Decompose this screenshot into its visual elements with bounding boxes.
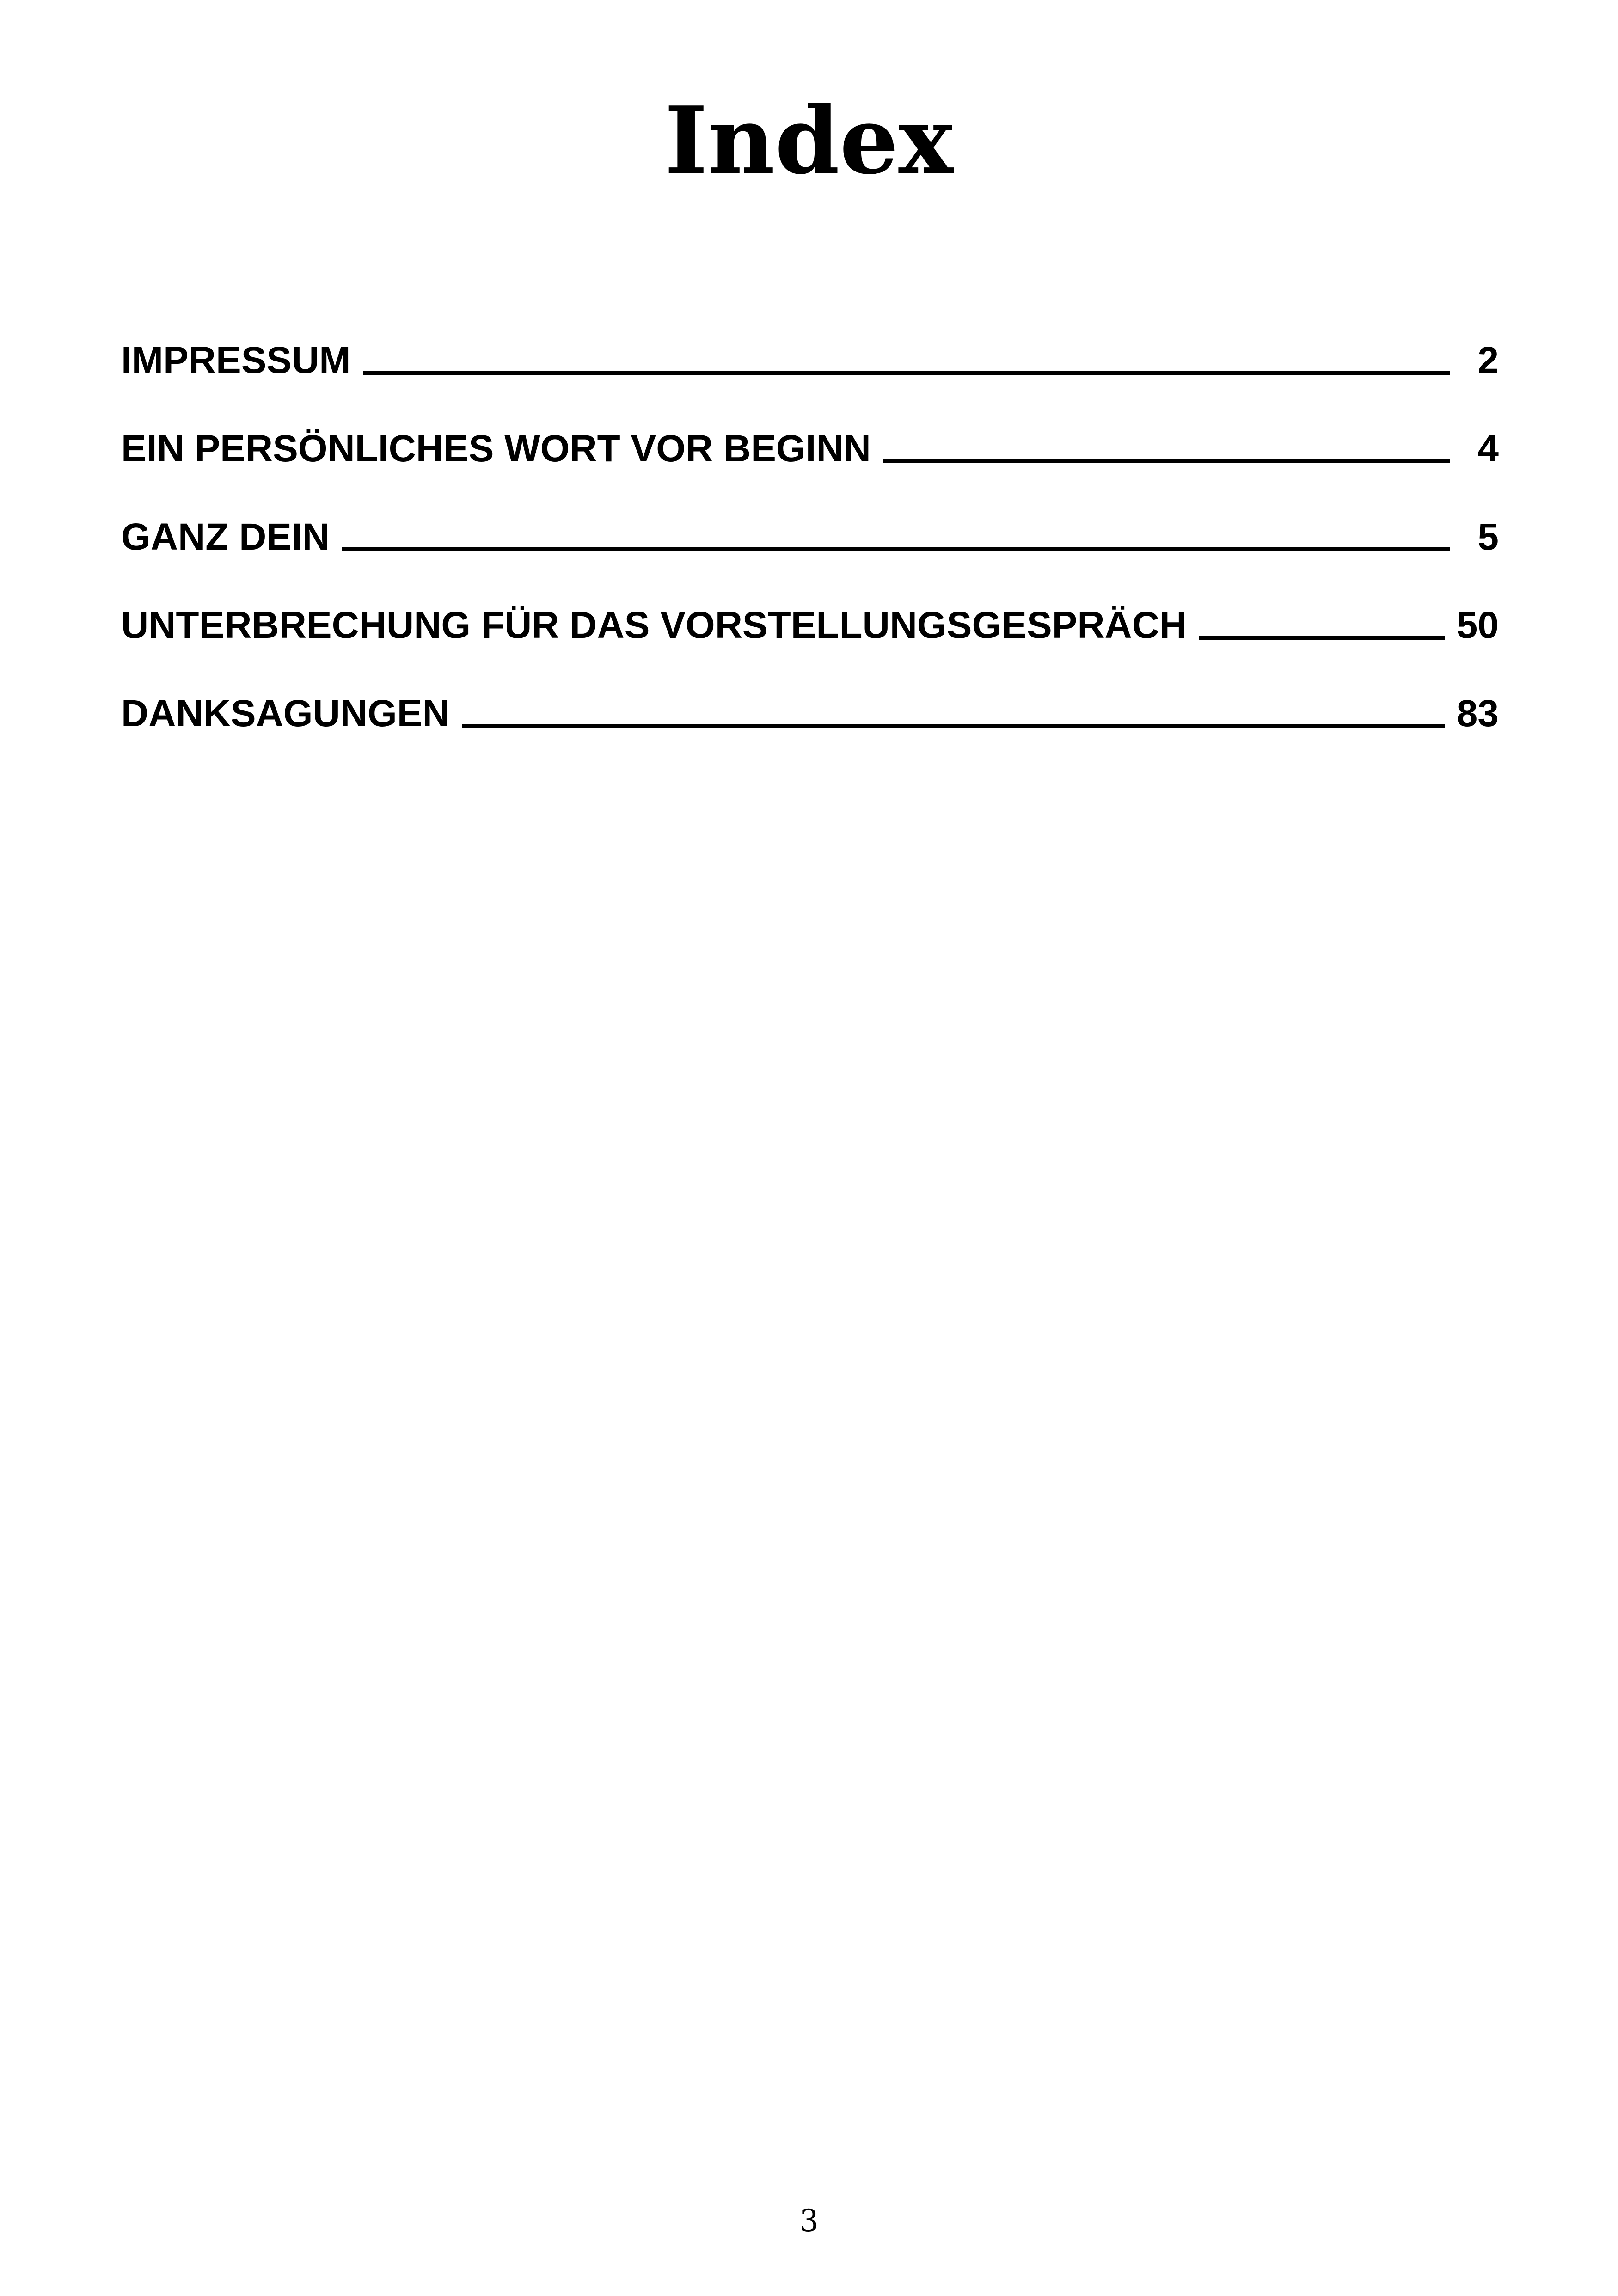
toc-entry-persoenliches-wort xyxy=(121,412,1499,500)
toc-entry-page: 4 xyxy=(1477,428,1499,470)
toc-leader-line xyxy=(462,724,1445,728)
toc-entry-page: 5 xyxy=(1477,516,1499,558)
toc-entry-page: 2 xyxy=(1477,339,1499,381)
table-of-contents xyxy=(121,324,1499,765)
toc-entry-label: UNTERBRECHUNG FÜR DAS VORSTELLUNGSGESPRÄCH xyxy=(121,604,1187,646)
toc-entry-impressum xyxy=(121,324,1499,412)
toc-leader-line xyxy=(1199,636,1445,640)
toc-entry-page: 50 xyxy=(1456,604,1499,646)
toc-entry-label: IMPRESSUM xyxy=(121,339,351,381)
toc-entry-danksagungen xyxy=(121,677,1499,765)
toc-entry-label: EIN PERSÖNLICHES WORT VOR BEGINN xyxy=(121,428,871,470)
toc-leader-line xyxy=(363,371,1450,375)
page-title: Index xyxy=(664,86,954,195)
page-number: 3 xyxy=(799,2203,819,2239)
toc-entry-unterbrechung xyxy=(121,588,1499,677)
toc-entry-page: 83 xyxy=(1456,692,1499,735)
toc-entry-label: DANKSAGUNGEN xyxy=(121,692,450,735)
toc-entry-ganz-dein xyxy=(121,500,1499,588)
toc-leader-line xyxy=(883,459,1450,463)
toc-entry-label: GANZ DEIN xyxy=(121,516,330,558)
toc-leader-line xyxy=(342,547,1450,551)
